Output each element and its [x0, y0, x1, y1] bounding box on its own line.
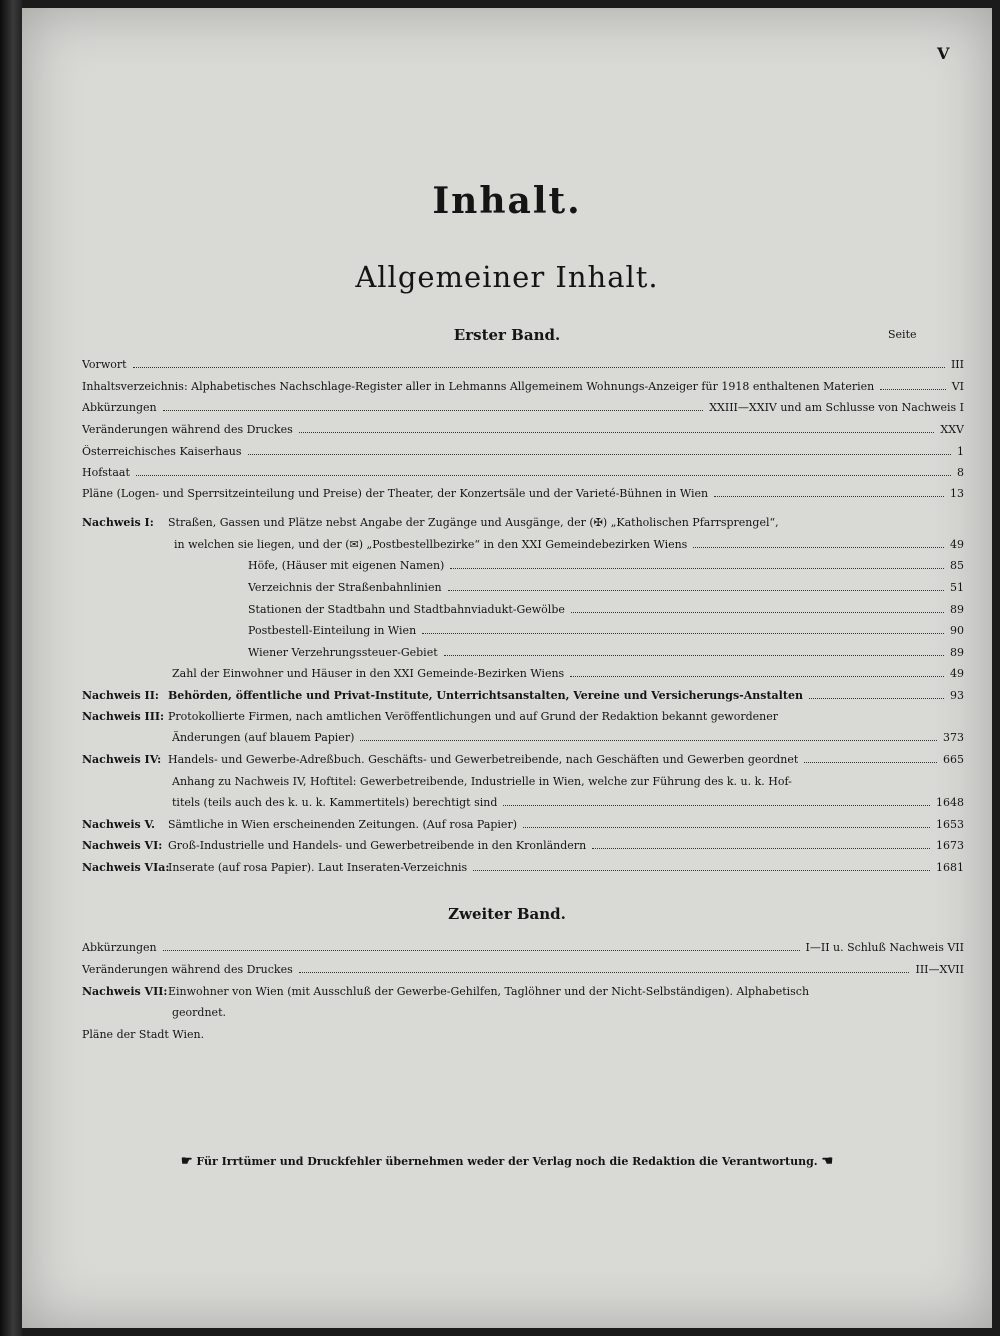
toc-row-page: 90 — [950, 624, 964, 637]
leader-dots — [163, 941, 800, 951]
toc-row-page: 665 — [943, 753, 964, 766]
leader-dots — [133, 358, 945, 368]
toc-row — [82, 487, 964, 501]
toc-row-page: I—II u. Schluß Nachweis VII — [805, 941, 964, 954]
toc-row-page: 49 — [950, 667, 964, 680]
toc-row-text: Inhaltsverzeichnis: Alphabetisches Nachschlage-Register aller in Lehmanns Allgemeinem Wohnungs-Anzeiger für 1918 enthaltenen Materien — [82, 380, 875, 393]
plans-text: Pläne der Stadt Wien. — [82, 1028, 205, 1041]
nachweis-label: Nachweis V. — [82, 818, 155, 831]
volume-two-heading: Zweiter Band. — [448, 905, 566, 923]
toc-row-page: 85 — [950, 559, 964, 572]
nachweis-label: Nachweis III: — [82, 710, 165, 723]
toc-row — [82, 963, 964, 977]
toc-row-page: 49 — [950, 538, 964, 551]
toc-row-page: XXV — [940, 423, 964, 436]
page-title: Inhalt. — [432, 180, 582, 222]
leader-dots — [163, 401, 704, 411]
toc-subrow — [248, 603, 964, 617]
nachweis-text: geordnet. — [172, 1006, 226, 1019]
nachweis-1-row — [82, 516, 964, 530]
footnote — [22, 1154, 992, 1169]
toc-subrow — [172, 667, 964, 681]
leader-dots — [714, 487, 944, 497]
toc-row-page: 51 — [950, 581, 964, 594]
nachweis-7-continuation — [172, 1006, 964, 1020]
nachweis-4-anhang-continuation — [172, 796, 964, 810]
nachweis-3-row — [82, 710, 964, 724]
toc-row-text: Österreichisches Kaiserhaus — [82, 445, 242, 458]
toc-row — [82, 445, 964, 459]
nachweis-6-row — [82, 839, 964, 853]
nachweis-4-row — [82, 753, 964, 767]
toc-row-text: Abkürzungen — [82, 941, 157, 954]
document-page — [22, 8, 992, 1328]
toc-row-text: Stationen der Stadtbahn und Stadtbahnviadukt-Gewölbe — [248, 603, 565, 616]
leader-dots — [444, 646, 944, 656]
footnote-text: Für Irrtümer und Druckfehler übernehmen weder der Verlag noch die Redaktion die Verantwortung. — [196, 1155, 818, 1168]
leader-dots — [809, 689, 944, 699]
leader-dots — [804, 753, 937, 763]
toc-subrow — [248, 581, 964, 595]
toc-row-page: 1648 — [936, 796, 964, 809]
toc-row-page: 1673 — [936, 839, 964, 852]
nachweis-label: Nachweis I: — [82, 516, 154, 529]
leader-dots — [448, 581, 944, 591]
leader-dots — [299, 423, 935, 433]
toc-subrow — [248, 559, 964, 573]
toc-row-text: Wiener Verzehrungssteuer-Gebiet — [248, 646, 438, 659]
toc-row — [82, 380, 964, 394]
toc-subrow — [248, 646, 964, 660]
leader-dots — [136, 466, 951, 476]
toc-row-page: III—XVII — [915, 963, 964, 976]
nachweis-1-continuation — [174, 538, 964, 552]
leader-dots — [571, 603, 944, 613]
nachweis-text: Anhang zu Nachweis IV, Hoftitel: Gewerbetreibende, Industrielle in Wien, welche zur Führung des k. u. k. Hof- — [172, 775, 792, 788]
toc-row-text: Veränderungen während des Druckes — [82, 963, 293, 976]
toc-row-page: VI — [951, 380, 964, 393]
toc-row-text: Hofstaat — [82, 466, 130, 479]
leader-dots — [880, 380, 945, 390]
nachweis-5-row — [82, 818, 964, 832]
toc-row-text: Pläne (Logen- und Sperrsitzeinteilung und Preise) der Theater, der Konzertsäle und der Varieté-Bühnen in Wien — [82, 487, 709, 500]
nachweis-2-row — [82, 689, 964, 703]
leader-dots — [570, 667, 944, 677]
column-header-page: Seite — [888, 328, 917, 341]
toc-row-page: III — [950, 358, 964, 371]
nachweis-text: titels (teils auch des k. u. k. Kammertitels) berechtigt sind — [172, 796, 498, 809]
pointing-hand-icon: ☛ — [180, 1154, 193, 1169]
nachweis-text: Handels- und Gewerbe-Adreßbuch. Geschäfts- und Gewerbetreibende, nach Geschäften und Gewerben geordnet — [168, 753, 799, 766]
nachweis-6a-row — [82, 861, 964, 875]
nachweis-3-continuation — [172, 731, 964, 745]
toc-row-text: Vorwort — [82, 358, 127, 371]
leader-dots — [693, 538, 944, 548]
leader-dots — [360, 731, 937, 741]
scan-edge — [0, 0, 22, 1336]
nachweis-label: Nachweis IV: — [82, 753, 162, 766]
toc-row-page: 373 — [943, 731, 964, 744]
nachweis-4-anhang — [172, 775, 964, 789]
toc-row-text: Höfe, (Häuser mit eigenen Namen) — [248, 559, 445, 572]
nachweis-text: Groß-Industrielle und Handels- und Gewerbetreibende in den Kronländern — [168, 839, 587, 852]
toc-row — [82, 466, 964, 480]
nachweis-text: Inserate (auf rosa Papier). Laut Inseraten-Verzeichnis — [168, 861, 468, 874]
nachweis-text: Einwohner von Wien (mit Ausschluß der Gewerbe-Gehilfen, Taglöhner und der Nicht-Selbständigen). Alphabetisch — [168, 985, 810, 998]
nachweis-7-row — [82, 985, 964, 999]
toc-row-page: 1653 — [936, 818, 964, 831]
nachweis-text: in welchen sie liegen, und der (✉) „Postbestellbezirke“ in den XXI Gemeindebezirken Wiens — [174, 538, 688, 551]
nachweis-text: Straßen, Gassen und Plätze nebst Angabe der Zugänge und Ausgänge, der (✠) „Katholischen Pfarrsprengel“, — [168, 516, 779, 529]
plans-row — [82, 1028, 964, 1042]
leader-dots — [592, 839, 930, 849]
toc-row-page: 89 — [950, 646, 964, 659]
toc-row-text: Veränderungen während des Druckes — [82, 423, 293, 436]
nachweis-text: Behörden, öffentliche und Privat-Institute, Unterrichtsanstalten, Vereine und Versicherungs-Anstalten — [168, 689, 803, 702]
nachweis-text: Protokollierte Firmen, nach amtlichen Veröffentlichungen und auf Grund der Redaktion bekannt gewordener — [168, 710, 778, 723]
pointing-hand-icon: ☚ — [821, 1154, 834, 1169]
toc-row-text: Zahl der Einwohner und Häuser in den XXI Gemeinde-Bezirken Wiens — [172, 667, 565, 680]
nachweis-text: Änderungen (auf blauem Papier) — [172, 731, 355, 744]
toc-row-page: 8 — [957, 466, 964, 479]
toc-row-page: 13 — [950, 487, 964, 500]
toc-row — [82, 423, 964, 437]
toc-row-text: Verzeichnis der Straßenbahnlinien — [248, 581, 442, 594]
toc-row — [82, 358, 964, 372]
toc-row-page: XXIII—XXIV und am Schlusse von Nachweis I — [709, 401, 964, 414]
toc-row-page: 89 — [950, 603, 964, 616]
nachweis-label: Nachweis II: — [82, 689, 159, 702]
toc-row-page: 1681 — [936, 861, 964, 874]
leader-dots — [523, 818, 930, 828]
page-subtitle: Allgemeiner Inhalt. — [355, 260, 659, 294]
volume-one-heading: Erster Band. — [453, 326, 561, 344]
toc-row-text: Abkürzungen — [82, 401, 157, 414]
leader-dots — [299, 963, 910, 973]
leader-dots — [450, 559, 944, 569]
nachweis-label: Nachweis VII: — [82, 985, 168, 998]
leader-dots — [503, 796, 930, 806]
page-number: V — [937, 44, 950, 63]
toc-subrow — [248, 624, 964, 638]
nachweis-label: Nachweis VI: — [82, 839, 163, 852]
toc-row-page: 1 — [957, 445, 964, 458]
toc-row-page: 93 — [950, 689, 964, 702]
toc-row-text: Postbestell-Einteilung in Wien — [248, 624, 417, 637]
leader-dots — [248, 445, 951, 455]
toc-row — [82, 401, 964, 415]
leader-dots — [422, 624, 944, 634]
toc-row — [82, 941, 964, 955]
leader-dots — [473, 861, 930, 871]
nachweis-label: Nachweis VIa: — [82, 861, 170, 874]
nachweis-text: Sämtliche in Wien erscheinenden Zeitungen. (Auf rosa Papier) — [168, 818, 517, 831]
